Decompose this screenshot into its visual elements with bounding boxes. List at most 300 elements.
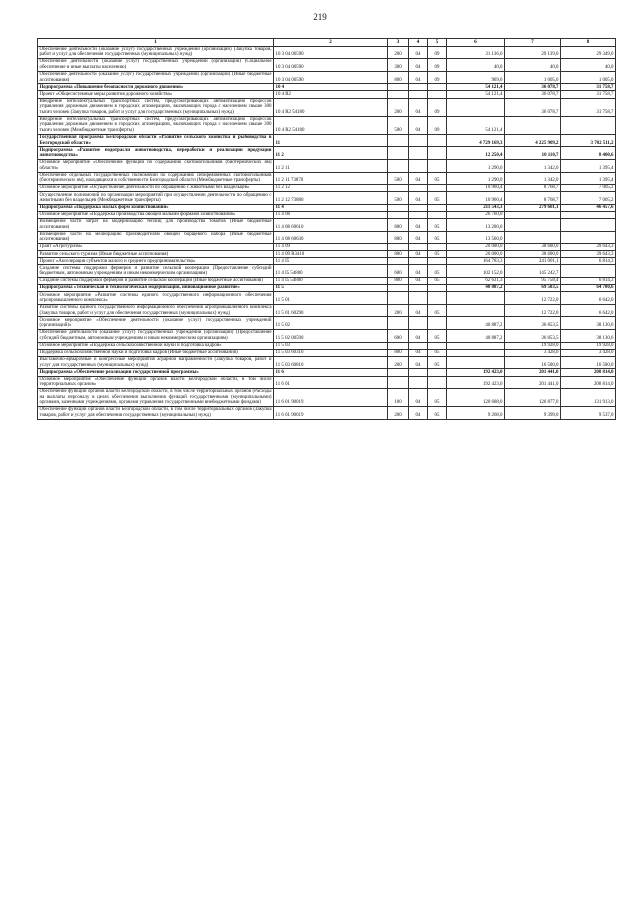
row-amount-cell: 36 078,7	[505, 91, 561, 98]
row-amount-cell: 208 814,0	[561, 369, 616, 376]
row-amount-cell: 9 537,0	[561, 407, 616, 420]
row-subsection-cell: 09	[428, 71, 447, 84]
row-amount-cell: 40,0	[447, 59, 505, 72]
row-amount-cell: 9 399,0	[505, 407, 561, 420]
row-subsection-cell	[428, 185, 447, 192]
row-amount-cell	[505, 231, 561, 244]
table-row	[38, 46, 616, 59]
table-row	[38, 278, 616, 285]
row-code-cell: 11 2	[274, 147, 388, 160]
row-amount-cell	[447, 349, 505, 356]
row-amount-cell: 7 005,2	[561, 192, 616, 205]
row-name-cell: Создание системы поддержки фермеров и развитие сельской кооперации (Предоставление субсидий бюджетным, автономным учреждениям и иным некоммерческим организациям)	[39, 265, 272, 277]
row-amount-cell: 16 500,0	[505, 356, 561, 369]
row-section-cell	[409, 317, 428, 330]
row-name-cell: Развитие сельского туризма (Иные бюджетные ассигнования)	[38, 251, 274, 258]
row-section-cell: 04	[409, 251, 428, 258]
row-section-cell: 04	[409, 71, 428, 84]
row-amount-cell	[447, 292, 505, 305]
row-subsection-cell	[428, 91, 447, 98]
row-section-cell: 04	[409, 116, 428, 134]
row-subsection-cell	[428, 244, 447, 251]
row-name-cell: Обеспечение деятельности (оказание услуг) государственных учреждений (организаций) (Социальное обеспечение и иные выплаты населению)	[39, 59, 272, 70]
row-amount-cell: 211 543,3	[447, 204, 505, 211]
row-subsection-cell: 09	[428, 46, 447, 59]
row-code-cell: 10 3 04 00590	[274, 71, 388, 84]
row-amount-cell: 16 500,0	[561, 356, 616, 369]
row-name-cell: Обеспечение деятельности (оказание услуг) государственных учреждений (организаций) (Закупка товаров, работ и услуг для обеспечения государственных (муниципальных) нужд)	[39, 46, 272, 58]
row-amount-cell: 9 268,0	[447, 407, 505, 420]
table-row	[38, 192, 616, 205]
row-section-cell	[409, 185, 428, 192]
row-section-cell	[409, 342, 428, 349]
table-row	[38, 59, 616, 72]
row-code-cell: 10 4 R2	[274, 91, 388, 98]
row-section-cell	[409, 91, 428, 98]
row-subsection-cell: 05	[428, 231, 447, 244]
row-amount-cell: 64 700,6	[561, 285, 616, 292]
table-row	[38, 317, 616, 330]
row-expense-type-cell: 800	[388, 71, 409, 84]
row-subsection-cell: 05	[428, 251, 447, 258]
row-amount-cell: 40,0	[561, 59, 616, 72]
table-row	[38, 147, 616, 160]
row-amount-cell	[505, 116, 561, 134]
row-code-cell: 11 5 02 00590	[274, 330, 388, 343]
row-section-cell: 04	[409, 172, 428, 185]
row-expense-type-cell	[388, 244, 409, 251]
row-amount-cell: 54 121,4	[447, 116, 505, 134]
row-amount-cell	[447, 342, 505, 349]
table-row	[38, 116, 616, 134]
table-row	[38, 211, 616, 218]
row-amount-cell: 39 643,3	[561, 244, 616, 251]
row-amount-cell	[447, 356, 505, 369]
row-amount-cell: 54 121,4	[447, 91, 505, 98]
row-code-cell: 11 4 08 60610	[274, 219, 388, 232]
row-name-cell: Обеспечение деятельности (оказание услуг) государственных учреждений (организаций) (Предоставление субсидий бюджетным, автономным учреждениям и иным некоммерческим организациям)	[39, 330, 272, 341]
row-section-cell	[409, 244, 428, 251]
row-amount-cell: 40 887,2	[447, 317, 505, 330]
row-expense-type-cell	[388, 84, 409, 91]
row-expense-type-cell: 200	[388, 356, 409, 369]
row-subsection-cell: 05	[428, 356, 447, 369]
row-subsection-cell	[428, 369, 447, 376]
row-amount-cell: 69 503,5	[505, 285, 561, 292]
row-code-cell: 10 4	[274, 84, 388, 91]
row-amount-cell: 20 000,0	[447, 244, 505, 251]
row-expense-type-cell	[388, 159, 409, 172]
row-amount-cell: 102 152,0	[447, 265, 505, 278]
row-expense-type-cell: 200	[388, 407, 409, 420]
row-section-cell	[409, 369, 428, 376]
row-section-cell	[409, 204, 428, 211]
row-code-cell: 10 4 R2 54180	[274, 98, 388, 116]
table-row	[38, 172, 616, 185]
row-code-cell: 11 4 09 R3410	[274, 251, 388, 258]
row-name-cell: Основное мероприятие «Развитие системы единого государственного информационного обеспечения агропромышленного комплекса»	[39, 292, 272, 304]
row-amount-cell: 13 560,0	[447, 231, 505, 244]
row-name-cell: Обеспечение функций органов власти Белгородской области, в том числе территориальных органов (Расходы на выплаты персоналу в целях обеспечения выполнения функций государственными (муниципальными) органами, казенными учреждениями, органами управления государственными внебюджетными фондами)	[39, 389, 272, 406]
table-row	[38, 407, 616, 420]
row-amount-cell: 8 400,6	[561, 147, 616, 160]
row-amount-cell: 1 395,4	[561, 159, 616, 172]
table-row	[38, 71, 616, 84]
column-header: 6	[447, 39, 505, 47]
row-amount-cell: 208 814,0	[561, 376, 616, 389]
row-name-cell: Подпрограмма «Техническая и технологическая модернизация, инновационное развитие»	[38, 285, 274, 292]
table-header-row	[38, 39, 616, 47]
row-section-cell: 04	[409, 304, 428, 317]
row-amount-cell: 12 722,0	[505, 292, 561, 305]
row-amount-cell: 1 005,0	[561, 71, 616, 84]
row-subsection-cell: 05	[428, 265, 447, 278]
row-name-cell: Основное мероприятие «Осуществление деятельности по обращению с животными без владельцев»	[38, 185, 274, 192]
row-amount-cell: 201 441,0	[505, 376, 561, 389]
row-name-cell: Подпрограмма «Обеспечение реализации государственной программы»	[38, 369, 274, 376]
row-amount-cell: 36 853,5	[505, 330, 561, 343]
row-name-cell: Обеспечение отдельных государственных полномочий по содержанию сибиреязвенных скотомогильников (биотермических ям), находящихся в собственности Белгородской области (Межбюджетные трансферты)	[39, 172, 272, 184]
table-row	[38, 244, 616, 251]
row-subsection-cell: 05	[428, 172, 447, 185]
row-amount-cell: 1 342,0	[505, 159, 561, 172]
row-subsection-cell: 05	[428, 330, 447, 343]
row-subsection-cell	[428, 258, 447, 265]
row-amount-cell: 38 600,0	[505, 244, 561, 251]
row-section-cell: 04	[409, 356, 428, 369]
row-amount-cell: 62 631,3	[447, 278, 505, 285]
row-name-cell: Создание системы поддержки фермеров и развитие сельской кооперации (Иные бюджетные ассигнования)	[38, 278, 274, 285]
row-expense-type-cell: 600	[388, 330, 409, 343]
column-header: 3	[388, 39, 409, 47]
row-code-cell: 11 5 01	[274, 292, 388, 305]
row-amount-cell: 1 395,4	[561, 172, 616, 185]
row-code-cell: 11 2 11 73870	[274, 172, 388, 185]
row-amount-cell: 36 853,5	[505, 317, 561, 330]
row-name-cell: Поддержка сельскохозяйственной науки и подготовка кадров (Иные бюджетные ассигнования)	[38, 349, 274, 356]
row-expense-type-cell: 600	[388, 265, 409, 278]
table-row	[38, 369, 616, 376]
table-row	[38, 258, 616, 265]
table-row	[38, 304, 616, 317]
row-section-cell: 04	[409, 349, 428, 356]
row-name-cell: Внедрение интеллектуальных транспортных систем, предусматривающих автоматизацию процессов управления дорожным движением в городских агломерациях, включающих города с населением свыше 300 тысяч человек (Межбюджетные трансферты)	[39, 116, 272, 133]
row-name-cell: Основное мероприятие «Поддержка производства овощей малыми формами хозяйствования»	[38, 211, 274, 218]
row-amount-cell	[561, 116, 616, 134]
table-row	[38, 356, 616, 369]
row-subsection-cell	[428, 134, 447, 147]
row-amount-cell	[561, 231, 616, 244]
row-subsection-cell: 05	[428, 278, 447, 285]
row-expense-type-cell	[388, 292, 409, 305]
row-name-cell: Осуществление полномочий по организации мероприятий при осуществлении деятельности по обращению с животными без владельцев (Межбюджетные трансферты)	[39, 192, 272, 204]
row-subsection-cell	[428, 342, 447, 349]
row-amount-cell: 201 441,0	[505, 369, 561, 376]
row-section-cell: 04	[409, 407, 428, 420]
row-code-cell: 11 6 01 90019	[274, 389, 388, 407]
row-code-cell: 11 4 08 60630	[274, 231, 388, 244]
row-section-cell: 04	[409, 389, 428, 407]
row-amount-cell: 31 758,7	[561, 91, 616, 98]
column-header: 5	[428, 39, 447, 47]
row-section-cell: 04	[409, 231, 428, 244]
row-amount-cell: 8 768,7	[505, 185, 561, 192]
row-expense-type-cell	[388, 285, 409, 292]
column-header: 8	[561, 39, 616, 47]
row-subsection-cell: 05	[428, 389, 447, 407]
row-subsection-cell: 09	[428, 98, 447, 116]
row-amount-cell: 31 758,7	[561, 98, 616, 116]
row-subsection-cell: 05	[428, 219, 447, 232]
row-section-cell	[409, 258, 428, 265]
row-name-cell: Возмещение части затрат на модернизацию теплиц для производства томатов (Иные бюджетные ассигнования)	[39, 219, 272, 230]
row-amount-cell: 10 110,7	[505, 147, 561, 160]
table-row	[38, 342, 616, 349]
row-expense-type-cell: 500	[388, 192, 409, 205]
row-subsection-cell: 09	[428, 59, 447, 72]
row-expense-type-cell	[388, 147, 409, 160]
row-section-cell: 04	[409, 278, 428, 285]
table-row	[38, 251, 616, 258]
row-name-cell: Возмещение части на мелиорацию производителям овощей борщевого набора (Иные бюджетные ассигнования)	[39, 231, 272, 243]
row-amount-cell: 95 758,4	[505, 278, 561, 285]
row-name-cell: Основное мероприятие «Поддержка сельскохозяйственной науки и подготовка кадров»	[38, 342, 274, 349]
row-section-cell	[409, 147, 428, 160]
row-expense-type-cell: 800	[388, 251, 409, 258]
row-amount-cell: 46 457,6	[561, 204, 616, 211]
column-header: 1	[38, 39, 274, 47]
row-expense-type-cell	[388, 317, 409, 330]
row-expense-type-cell: 800	[388, 278, 409, 285]
row-amount-cell: 969,0	[447, 71, 505, 84]
table-row	[38, 219, 616, 232]
row-amount-cell: 40 887,2	[447, 330, 505, 343]
row-expense-type-cell: 800	[388, 349, 409, 356]
row-amount-cell: 36 078,7	[505, 84, 561, 91]
row-code-cell: 11 6 01 90019	[274, 407, 388, 420]
table-row	[38, 134, 616, 147]
row-amount-cell: 10 960,4	[447, 185, 505, 192]
page-number: 219	[313, 12, 327, 22]
row-code-cell: 10 3 04 00590	[274, 59, 388, 72]
row-name-cell: Обеспечение функций органов власти Белгородской области, в том числе территориальных органов (Закупка товаров, работ и услуг для обеспечения государственных (муниципальных) нужд)	[39, 407, 272, 418]
row-expense-type-cell: 200	[388, 304, 409, 317]
row-code-cell: 11 6	[274, 369, 388, 376]
row-amount-cell: 39 643,3	[561, 251, 616, 258]
row-amount-cell: 6 642,0	[561, 304, 616, 317]
row-amount-cell: 6 814,3	[561, 278, 616, 285]
row-expense-type-cell	[388, 91, 409, 98]
row-amount-cell	[561, 211, 616, 218]
table-row	[38, 204, 616, 211]
row-amount-cell: 3 428,0	[561, 349, 616, 356]
row-amount-cell: 40,0	[505, 59, 561, 72]
row-amount-cell: 26 760,0	[447, 211, 505, 218]
row-expense-type-cell: 200	[388, 98, 409, 116]
row-amount-cell	[505, 211, 561, 218]
budget-table	[37, 38, 616, 420]
row-amount-cell: 7 005,2	[561, 185, 616, 192]
row-name-cell: Развитие системы единого государственного информационного обеспечения агропромышленного комплекса (Закупка товаров, работ и услуг для обеспечения государственных (муниципальных) нужд)	[39, 305, 272, 316]
row-section-cell: 04	[409, 98, 428, 116]
row-section-cell	[409, 211, 428, 218]
row-section-cell: 04	[409, 59, 428, 72]
row-name-cell: Внедрение интеллектуальных транспортных систем, предусматривающих автоматизацию процессов управления дорожным движением в городских агломерациях, включающих города с населением свыше 300 тысяч человек (Закупка товаров, работ и услуг для государственных (муниципальных) нужд)	[39, 98, 272, 115]
row-expense-type-cell	[388, 185, 409, 192]
row-code-cell: 11 4 I5	[274, 258, 388, 265]
row-subsection-cell	[428, 292, 447, 305]
row-amount-cell: 192 423,0	[447, 369, 505, 376]
table-row	[38, 285, 616, 292]
row-expense-type-cell	[388, 342, 409, 349]
row-subsection-cell	[428, 84, 447, 91]
row-amount-cell: 1 290,0	[447, 159, 505, 172]
row-amount-cell: 6 814,3	[561, 258, 616, 265]
row-amount-cell: 12 722,0	[505, 304, 561, 317]
row-amount-cell	[505, 219, 561, 232]
row-name-cell: Основное мероприятие «Обеспечение функций органов власти Белгородской области, в том числе территориальных органов»	[39, 376, 272, 388]
row-subsection-cell: 05	[428, 349, 447, 356]
row-amount-cell: 4 729 169,3	[447, 134, 505, 147]
row-code-cell: 11 4 I5 54800	[274, 278, 388, 285]
row-amount-cell: 1 342,0	[505, 172, 561, 185]
row-amount-cell: 279 601,1	[505, 204, 561, 211]
row-section-cell: 04	[409, 192, 428, 205]
row-amount-cell: 38 130,6	[561, 317, 616, 330]
table-row	[38, 84, 616, 91]
row-amount-cell: 38 600,0	[505, 251, 561, 258]
row-amount-cell: 126 877,0	[505, 389, 561, 407]
row-code-cell: 11 2 12	[274, 185, 388, 192]
table-row	[38, 330, 616, 343]
table-row	[38, 91, 616, 98]
row-section-cell: 04	[409, 330, 428, 343]
row-amount-cell: 40 887,2	[447, 285, 505, 292]
row-amount-cell	[561, 219, 616, 232]
row-amount-cell: 19 928,0	[505, 342, 561, 349]
row-expense-type-cell	[388, 134, 409, 147]
row-subsection-cell	[428, 376, 447, 389]
column-header: 2	[274, 39, 388, 47]
row-subsection-cell	[428, 159, 447, 172]
row-code-cell: 11 4 09	[274, 244, 388, 251]
row-amount-cell: 54 121,4	[447, 84, 505, 91]
row-section-cell	[409, 292, 428, 305]
row-amount-cell	[561, 265, 616, 278]
row-amount-cell: 31 758,7	[561, 84, 616, 91]
row-amount-cell: 1 005,0	[505, 71, 561, 84]
row-name-cell: Подпрограмма «Повышение безопасности дорожного движения»	[38, 84, 274, 91]
row-subsection-cell: 05	[428, 192, 447, 205]
row-code-cell: 11 5 03 60810	[274, 356, 388, 369]
row-amount-cell: 145 242,7	[505, 265, 561, 278]
row-expense-type-cell	[388, 204, 409, 211]
row-subsection-cell	[428, 285, 447, 292]
row-amount-cell: 20 000,0	[447, 251, 505, 258]
row-name-cell: Основное мероприятие «Обеспечение функций по содержанию скотомогильников (биотермических ям) области»	[39, 160, 272, 171]
row-code-cell: 11 2 11	[274, 159, 388, 172]
row-expense-type-cell	[388, 258, 409, 265]
row-amount-cell: 3 428,0	[505, 349, 561, 356]
row-amount-cell: 241 001,1	[505, 258, 561, 265]
row-name-cell: Государственная программа Белгородской области «Развитие сельского хозяйства и рыбоводства в Белгородской области»	[39, 135, 272, 146]
table-row	[38, 231, 616, 244]
row-section-cell	[409, 134, 428, 147]
row-expense-type-cell: 300	[388, 59, 409, 72]
row-name-cell: Подпрограмма «Развитие подотрасли животноводства, переработки и реализации продукции животноводства»	[39, 147, 272, 159]
row-code-cell: 11 6 01	[274, 376, 388, 389]
row-subsection-cell	[428, 317, 447, 330]
table-row	[38, 159, 616, 172]
row-section-cell: 04	[409, 46, 428, 59]
row-name-cell: Грант «Агротуризм»	[38, 244, 274, 251]
row-section-cell	[409, 376, 428, 389]
row-amount-cell: 6 642,0	[561, 292, 616, 305]
row-name-cell: Проект «Акселерация субъектов малого и среднего предпринимательства»	[38, 258, 274, 265]
table-row	[38, 349, 616, 356]
row-expense-type-cell	[388, 369, 409, 376]
row-amount-cell: 1 290,0	[447, 172, 505, 185]
row-code-cell: 11 5 03 60310	[274, 349, 388, 356]
row-amount-cell: 164 783,3	[447, 258, 505, 265]
row-name-cell: Выставочно-ярмарочные и конгрессные мероприятия аграрной направленности (Закупка товаров, работ и услуг для государственных (муниципальных) нужд)	[39, 357, 272, 368]
row-code-cell: 11 5 02	[274, 317, 388, 330]
row-expense-type-cell	[388, 211, 409, 218]
row-code-cell: 11 4	[274, 204, 388, 211]
row-amount-cell: 3 702 511,2	[561, 134, 616, 147]
row-amount-cell: 10 960,4	[447, 192, 505, 205]
row-amount-cell: 29 139,0	[505, 46, 561, 59]
row-code-cell: 10 3 04 00590	[274, 46, 388, 59]
row-amount-cell: 4 225 909,2	[505, 134, 561, 147]
table-row	[38, 265, 616, 278]
row-amount-cell: 31 136,0	[447, 46, 505, 59]
table-row	[38, 185, 616, 192]
row-expense-type-cell: 100	[388, 389, 409, 407]
row-amount-cell: 12 250,4	[447, 147, 505, 160]
row-section-cell: 04	[409, 265, 428, 278]
row-subsection-cell: 05	[428, 407, 447, 420]
row-section-cell	[409, 285, 428, 292]
column-header: 7	[505, 39, 561, 47]
row-amount-cell: 131 913,0	[561, 389, 616, 407]
row-amount-cell: 36 078,7	[505, 98, 561, 116]
row-section-cell: 04	[409, 219, 428, 232]
row-code-cell: 11 2 12 73880	[274, 192, 388, 205]
row-name-cell: Основное мероприятие «Обеспечение деятельности (оказание услуг) государственных учреждений (организаций)»	[39, 317, 272, 329]
row-code-cell: 11 5 01 60290	[274, 304, 388, 317]
row-amount-cell	[447, 304, 505, 317]
row-code-cell: 11 4 08	[274, 211, 388, 218]
row-amount-cell: 8 768,7	[505, 192, 561, 205]
row-code-cell: 11 5	[274, 285, 388, 292]
row-subsection-cell	[428, 147, 447, 160]
row-subsection-cell: 05	[428, 304, 447, 317]
row-amount-cell: 29 349,0	[561, 46, 616, 59]
row-amount-cell	[447, 98, 505, 116]
table-row	[38, 292, 616, 305]
row-name-cell: Проект «Общесистемные меры развития дорожного хозяйства»	[38, 91, 274, 98]
row-subsection-cell: 09	[428, 116, 447, 134]
row-subsection-cell	[428, 211, 447, 218]
row-section-cell	[409, 84, 428, 91]
row-amount-cell: 13 200,0	[447, 219, 505, 232]
row-code-cell: 10 4 R2 54180	[274, 116, 388, 134]
row-code-cell: 11 4 I5 54800	[274, 265, 388, 278]
row-amount-cell: 192 423,0	[447, 376, 505, 389]
row-expense-type-cell: 500	[388, 172, 409, 185]
row-expense-type-cell: 800	[388, 219, 409, 232]
